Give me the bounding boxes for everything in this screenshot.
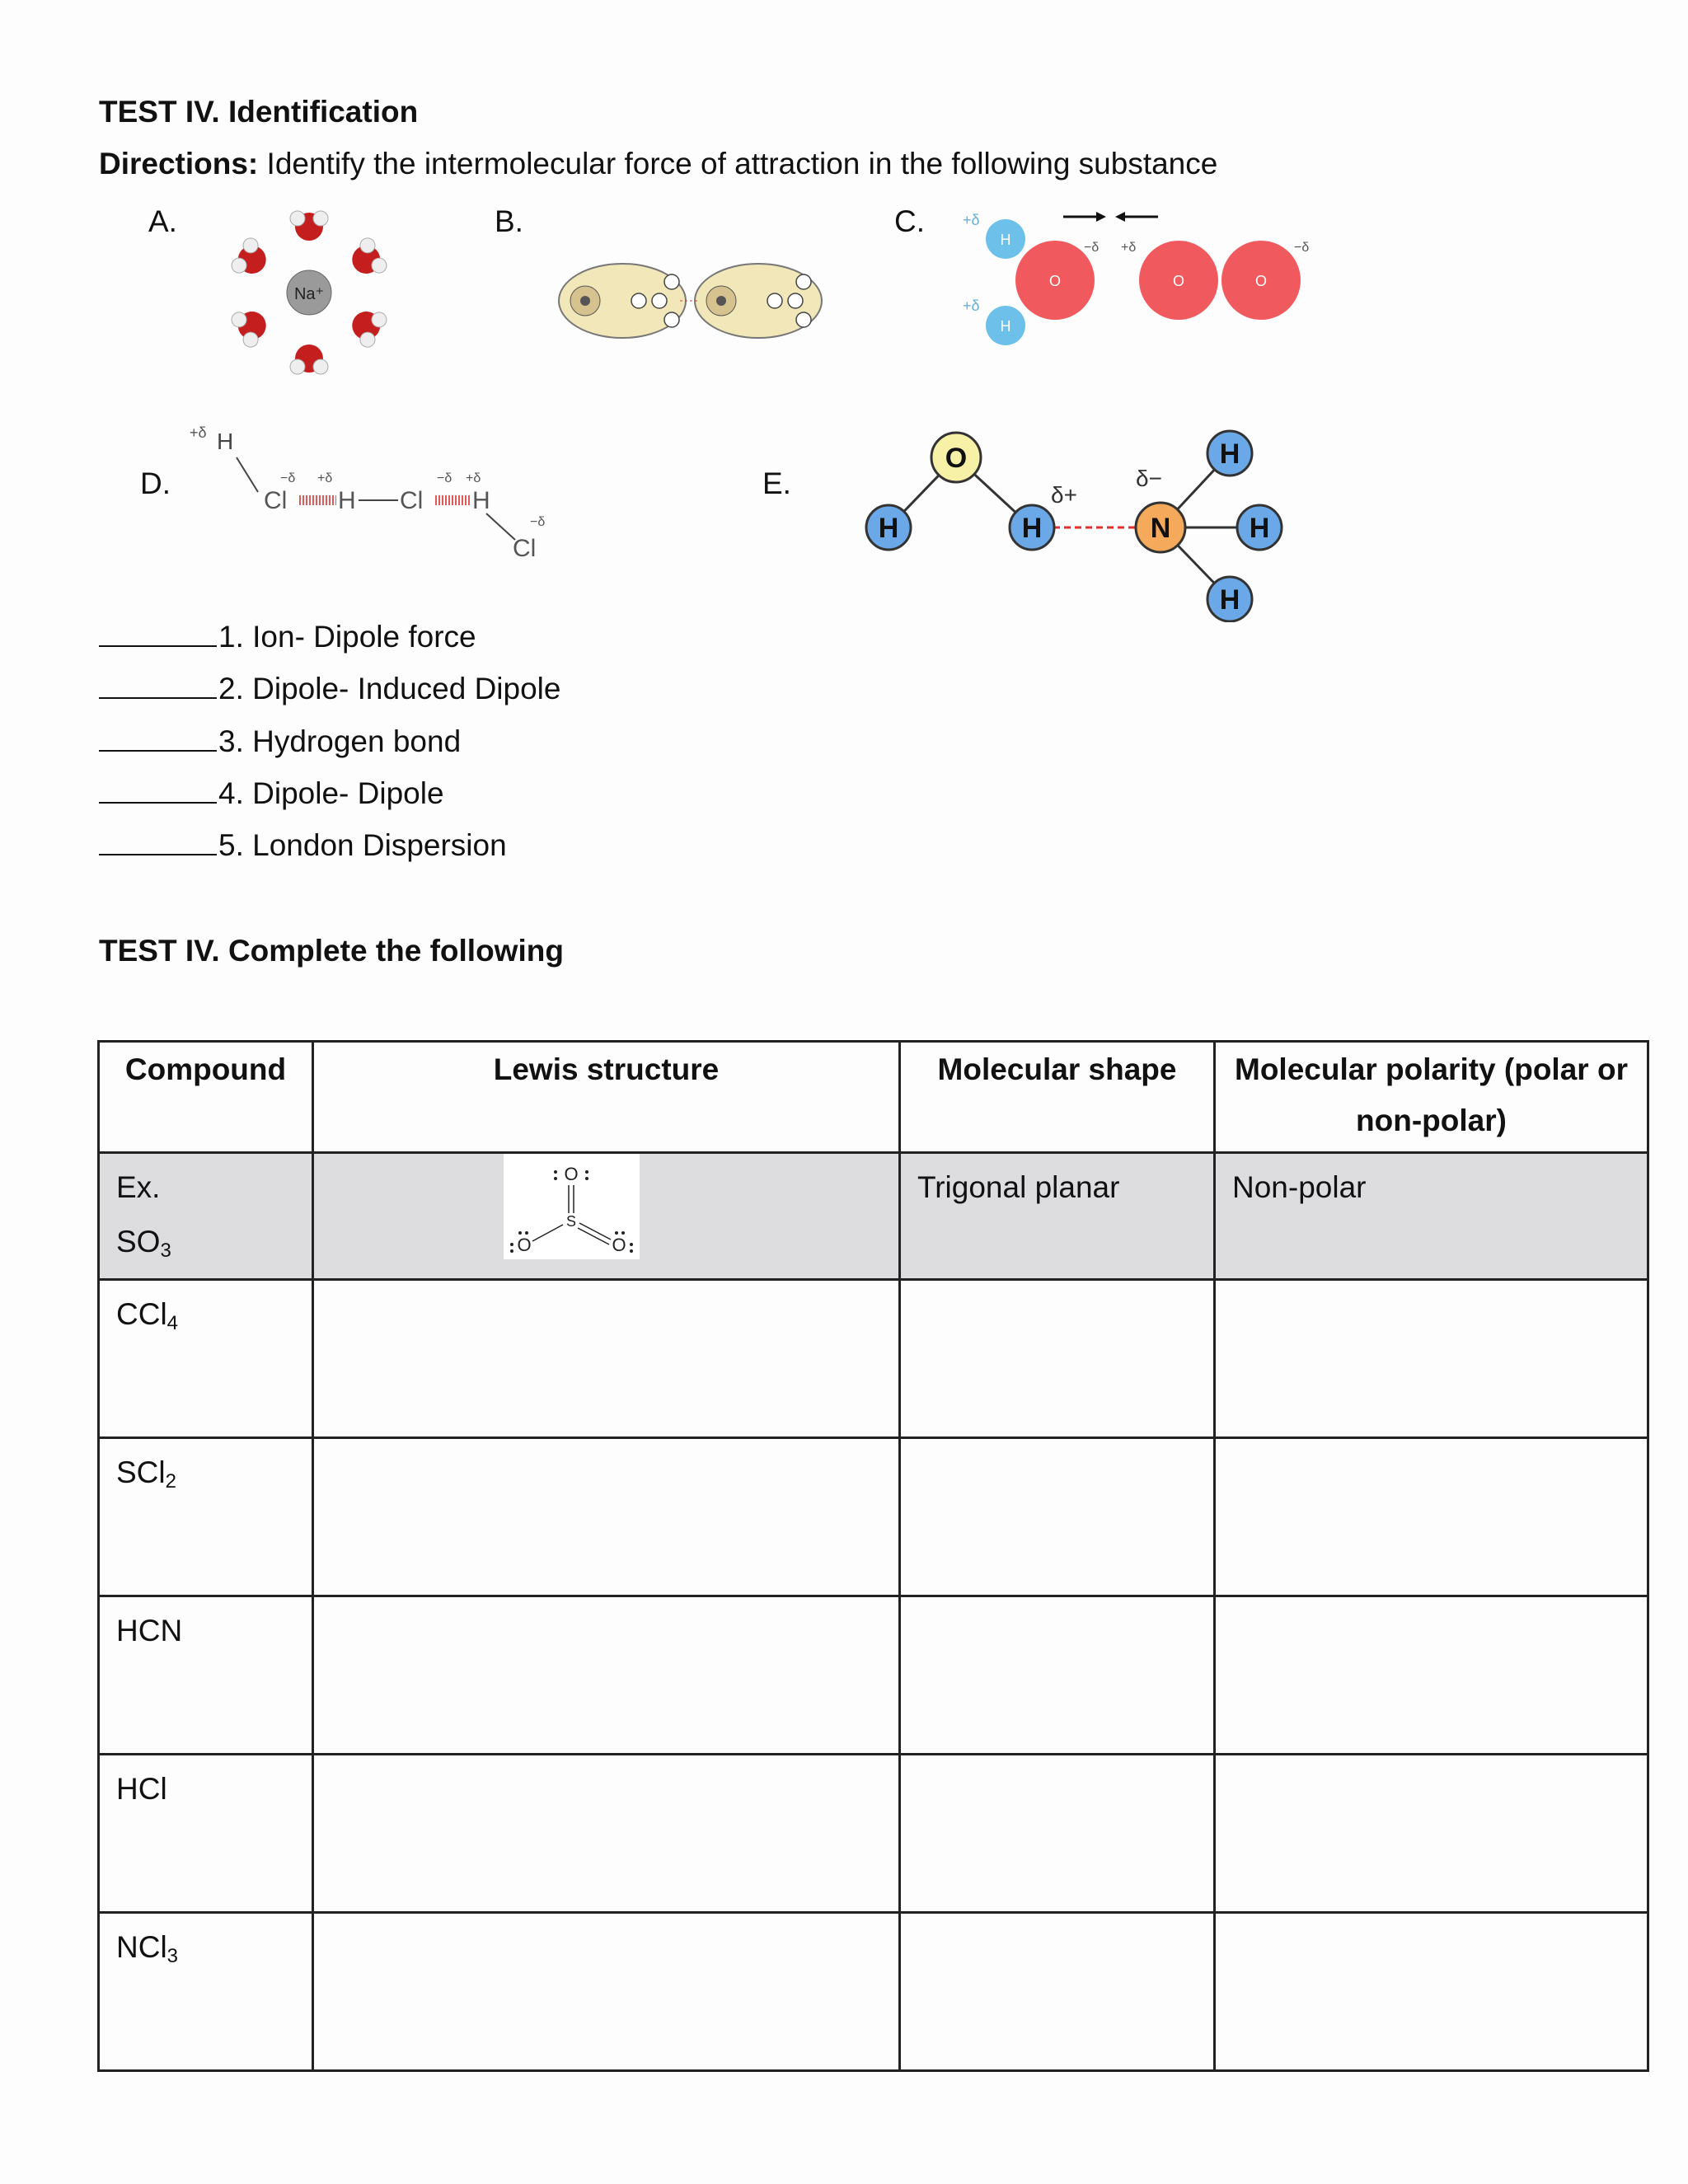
- svg-text:+δ: +δ: [466, 471, 481, 485]
- example-lewis-cell: [313, 1153, 900, 1280]
- svg-text:O: O: [612, 1235, 626, 1255]
- partial-positive: δ+: [1051, 482, 1077, 508]
- answer-blank[interactable]: [99, 621, 217, 647]
- example-compound: SO: [116, 1225, 161, 1258]
- compound-cell: HCN: [99, 1596, 313, 1755]
- partial-positive-top: +δ: [963, 212, 980, 228]
- svg-text:O: O: [1254, 273, 1268, 289]
- directions: [99, 147, 1217, 181]
- svg-text:O: O: [1048, 273, 1062, 289]
- partial-negative-left: −δ: [1084, 241, 1100, 255]
- example-label: Ex.: [116, 1170, 161, 1204]
- lewis-structure-cell[interactable]: [313, 1596, 900, 1755]
- compound-cell: SCl$_2$: [99, 1438, 313, 1596]
- table-row-example: [99, 1153, 1648, 1280]
- example-compound-cell: Ex. $SO_3$: [99, 1153, 313, 1280]
- svg-text:H: H: [878, 513, 899, 544]
- lewis-structure-cell[interactable]: [313, 1438, 900, 1596]
- section-title: TEST IV. Complete the following: [99, 934, 564, 968]
- svg-text:H: H: [1000, 232, 1011, 248]
- molecular-polarity-cell[interactable]: [1215, 1913, 1648, 2071]
- table-row: [99, 1438, 1648, 1596]
- compound-cell: HCl: [99, 1755, 313, 1913]
- molecular-polarity-cell[interactable]: [1215, 1280, 1648, 1438]
- svg-text:H: H: [472, 487, 490, 514]
- lewis-structure-cell[interactable]: [313, 1280, 900, 1438]
- so3-lewis-structure-image: [504, 1154, 640, 1259]
- list-item: 3. Hydrogen bond: [99, 724, 461, 759]
- svg-text:−δ: −δ: [280, 471, 296, 485]
- svg-text:−δ: −δ: [437, 471, 452, 485]
- table-row: [99, 1596, 1648, 1755]
- svg-text:O: O: [1172, 273, 1185, 289]
- svg-text:H: H: [1219, 438, 1240, 470]
- figure-b-induced-dipole: [556, 255, 832, 346]
- header-compound: Compound: [99, 1042, 313, 1153]
- example-polarity-cell: Non-polar: [1215, 1153, 1648, 1280]
- answer-blank[interactable]: [99, 829, 217, 855]
- directions-text: Identify the intermolecular force of attraction in the following substance: [258, 147, 1218, 180]
- test-title: TEST IV. Identification: [99, 95, 419, 129]
- svg-text:Cl: Cl: [513, 535, 537, 560]
- molecular-shape-cell[interactable]: [900, 1596, 1215, 1755]
- figure-a-ion-dipole: [210, 202, 408, 387]
- svg-text:H: H: [338, 487, 356, 514]
- list-item: 5. London Dispersion: [99, 828, 507, 863]
- partial-negative: δ−: [1136, 466, 1162, 491]
- svg-text:H: H: [1249, 513, 1270, 544]
- compound-cell: NCl$_3$: [99, 1913, 313, 2071]
- table-row: [99, 1913, 1648, 2071]
- svg-text:+δ: +δ: [190, 424, 207, 441]
- header-molecular-shape: Molecular shape: [900, 1042, 1215, 1153]
- compound-table: [97, 1040, 1649, 2072]
- figure-label-b: B.: [495, 204, 523, 238]
- table-row: [99, 1755, 1648, 1913]
- svg-text:−δ: −δ: [1294, 241, 1310, 255]
- svg-text:S: S: [565, 1213, 577, 1230]
- compound-cell: CCl$_4$: [99, 1280, 313, 1438]
- svg-text:H: H: [1219, 584, 1240, 616]
- table-header-row: [99, 1042, 1648, 1153]
- lewis-structure-cell[interactable]: [313, 1755, 900, 1913]
- table-row: [99, 1280, 1648, 1438]
- partial-positive-bottom: +δ: [963, 298, 980, 314]
- figure-d-hcl: [185, 416, 581, 560]
- figure-label-e: E.: [762, 466, 791, 500]
- svg-text:Cl: Cl: [264, 487, 288, 514]
- header-lewis-structure: Lewis structure: [313, 1042, 900, 1153]
- list-item: 2. Dipole- Induced Dipole: [99, 672, 560, 706]
- svg-text:Cl: Cl: [400, 487, 424, 514]
- svg-text:H: H: [1021, 513, 1043, 544]
- figure-label-d: D.: [140, 466, 171, 500]
- svg-text:+δ: +δ: [317, 471, 333, 485]
- molecular-shape-cell[interactable]: [900, 1280, 1215, 1438]
- figure-e-hydrogen-bond: [849, 416, 1311, 622]
- svg-text:O: O: [517, 1235, 532, 1255]
- svg-text:N: N: [1150, 513, 1171, 544]
- molecular-polarity-cell[interactable]: [1215, 1596, 1648, 1755]
- list-item: 4. Dipole- Dipole: [99, 776, 444, 811]
- molecular-polarity-cell[interactable]: [1215, 1755, 1648, 1913]
- molecular-shape-cell[interactable]: [900, 1438, 1215, 1596]
- molecular-shape-cell[interactable]: [900, 1913, 1215, 2071]
- sodium-ion-label: Na⁺: [293, 285, 325, 303]
- figure-c-molecules: [956, 202, 1343, 350]
- svg-text:O: O: [564, 1164, 579, 1184]
- svg-text:O: O: [945, 443, 968, 474]
- directions-label: Directions:: [99, 147, 259, 180]
- molecular-shape-cell[interactable]: [900, 1755, 1215, 1913]
- svg-text:−δ: −δ: [530, 515, 546, 529]
- answer-blank[interactable]: [99, 673, 217, 699]
- svg-text:H: H: [1000, 318, 1011, 335]
- figure-label-a: A.: [148, 204, 177, 238]
- svg-text:H: H: [217, 429, 234, 454]
- list-item: 1. Ion- Dipole force: [99, 620, 476, 654]
- answer-blank[interactable]: [99, 725, 217, 752]
- header-molecular-polarity: Molecular polarity (polar or non-polar): [1215, 1042, 1648, 1153]
- example-shape-cell: Trigonal planar: [900, 1153, 1215, 1280]
- lewis-structure-cell[interactable]: [313, 1913, 900, 2071]
- answer-blank[interactable]: [99, 777, 217, 804]
- molecular-polarity-cell[interactable]: [1215, 1438, 1648, 1596]
- partial-positive-right: +δ: [1121, 241, 1137, 255]
- figure-label-c: C.: [894, 204, 925, 238]
